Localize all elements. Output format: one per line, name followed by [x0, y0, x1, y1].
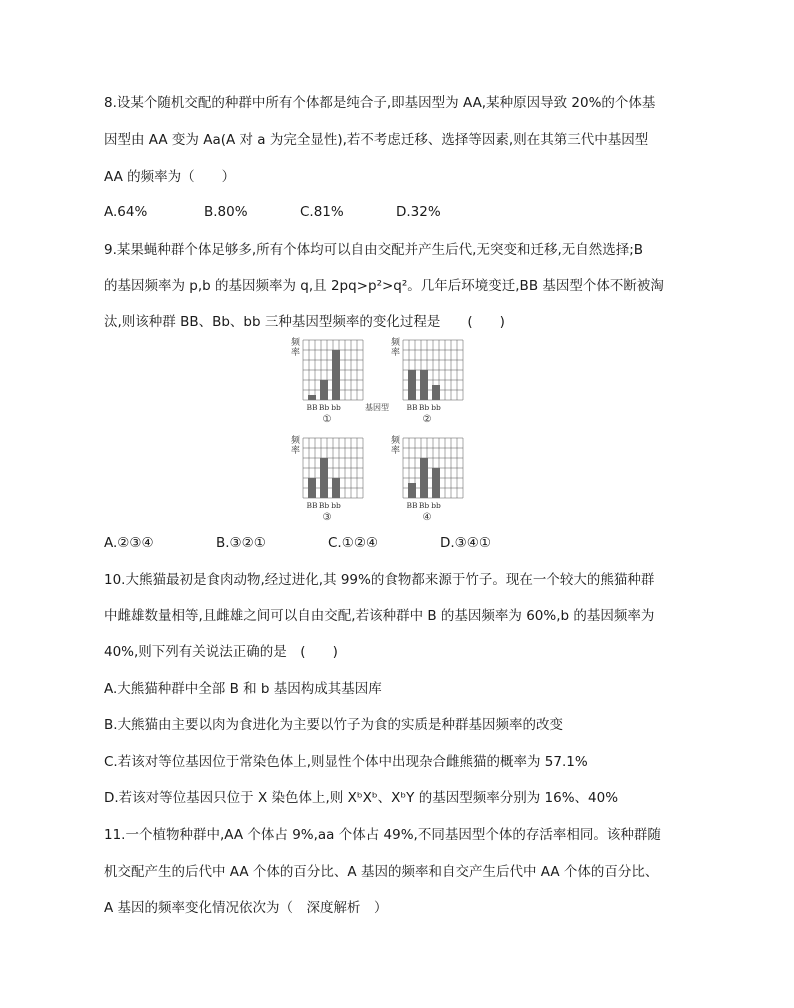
chart-title: ①	[322, 414, 332, 425]
category-label: bb	[431, 501, 441, 510]
q11-line-2: 机交配产生的后代中 AA 个体的百分比、A 基因的频率和自交产生后代中 AA 个体的百分比、	[104, 864, 659, 880]
q9-options	[104, 533, 524, 553]
q8-line-1: 8.设某个随机交配的种群中所有个体都是纯合子,即基因型为 AA,某种原因导致 20%的个体基	[104, 95, 656, 111]
q9-option-d: D.③④①	[440, 535, 491, 551]
q8-line-3: AA 的频率为（ ）	[104, 169, 236, 185]
chart-y-label: 率	[391, 446, 401, 456]
category-label: BB	[406, 403, 418, 412]
q10-option-d: D.若该对等位基因只位于 X 染色体上,则 XᵇXᵇ、XᵇY 的基因型频率分别为 16%、40%	[104, 790, 619, 806]
bar-Bb	[320, 458, 328, 498]
q9-option-c: C.①②④	[328, 535, 379, 551]
category-label: BB	[406, 501, 418, 510]
chart-3	[291, 434, 363, 523]
chart-4	[391, 434, 463, 523]
q8-option-b: B.80%	[204, 204, 248, 220]
bar-BB	[308, 478, 316, 498]
category-label: bb	[431, 403, 441, 412]
q10-option-c: C.若该对等位基因位于常染色体上,则显性个体中出现杂合雌熊猫的概率为 57.1%	[104, 754, 588, 770]
q10-line-1: 10.大熊猫最初是食肉动物,经过进化,其 99%的食物都来源于竹子。现在一个较大的熊猫种群	[104, 572, 655, 588]
bar-bb	[432, 468, 440, 498]
chart-title: ④	[422, 512, 432, 523]
chart-y-label: 频	[391, 436, 401, 446]
q10-line-3: 40%,则下列有关说法正确的是 ( )	[104, 644, 338, 660]
chart-y-label: 频	[291, 436, 301, 446]
category-label: Bb	[418, 501, 430, 510]
q8-option-c: C.81%	[300, 204, 344, 220]
category-label: Bb	[318, 501, 330, 510]
chart-y-label: 频	[291, 338, 301, 348]
bar-bb	[332, 350, 340, 400]
chart-y-label: 率	[291, 446, 301, 456]
chart-title: ②	[422, 414, 432, 425]
category-label: Bb	[318, 403, 330, 412]
chart-y-label: 频	[391, 338, 401, 348]
q10-option-b: B.大熊猫由主要以肉为食进化为主要以竹子为食的实质是种群基因频率的改变	[104, 717, 564, 733]
q9-line-2: 的基因频率为 p,b 的基因频率为 q,且 2pq>p²>q²。几年后环境变迁,BB 基因型个体不断被淘	[104, 278, 664, 294]
bar-BB	[408, 370, 416, 400]
q11-line-1: 11.一个植物种群中,AA 个体占 9%,aa 个体占 49%,不同基因型个体的存活率相同。该种群随	[104, 827, 661, 843]
genotype-frequency-charts	[283, 336, 493, 531]
q8-line-2: 因型由 AA 变为 Aa(A 对 a 为完全显性),若不考虑迁移、选择等因素,则在其第三代中基因型	[104, 132, 649, 148]
q9-line-3: 汰,则该种群 BB、Bb、bb 三种基因型频率的变化过程是 ( )	[104, 314, 505, 330]
q9-option-b: B.③②①	[216, 535, 266, 551]
category-label: BB	[306, 403, 318, 412]
category-label: BB	[306, 501, 318, 510]
bar-BB	[408, 483, 416, 498]
chart-2	[391, 336, 463, 425]
q9-line-1: 9.某果蝇种群个体足够多,所有个体均可以自由交配并产生后代,无突变和迁移,无自然选择;B	[104, 242, 644, 258]
chart-y-label: 率	[391, 348, 401, 358]
bar-Bb	[420, 370, 428, 400]
chart-1	[291, 336, 389, 425]
bar-Bb	[420, 458, 428, 498]
category-label: bb	[331, 403, 341, 412]
q8-option-a: A.64%	[104, 204, 148, 220]
q9-option-a: A.②③④	[104, 535, 154, 551]
bar-Bb	[320, 380, 328, 400]
chart-y-label: 率	[291, 348, 301, 358]
bar-BB	[308, 395, 316, 400]
q8-option-d: D.32%	[396, 204, 441, 220]
category-label: Bb	[418, 403, 430, 412]
bar-bb	[432, 385, 440, 400]
bar-bb	[332, 478, 340, 498]
q10-line-2: 中雌雄数量相等,且雌雄之间可以自由交配,若该种群中 B 的基因频率为 60%,b 的基因频率为	[104, 608, 655, 624]
q11-line-3: A 基因的频率变化情况依次为（ 深度解析 ）	[104, 900, 388, 916]
q10-option-a: A.大熊猫种群中全部 B 和 b 基因构成其基因库	[104, 681, 382, 697]
x-axis-label: 基因型	[365, 403, 389, 412]
chart-title: ③	[322, 512, 332, 523]
q8-options	[104, 202, 524, 222]
charts-svg	[283, 336, 493, 531]
category-label: bb	[331, 501, 341, 510]
